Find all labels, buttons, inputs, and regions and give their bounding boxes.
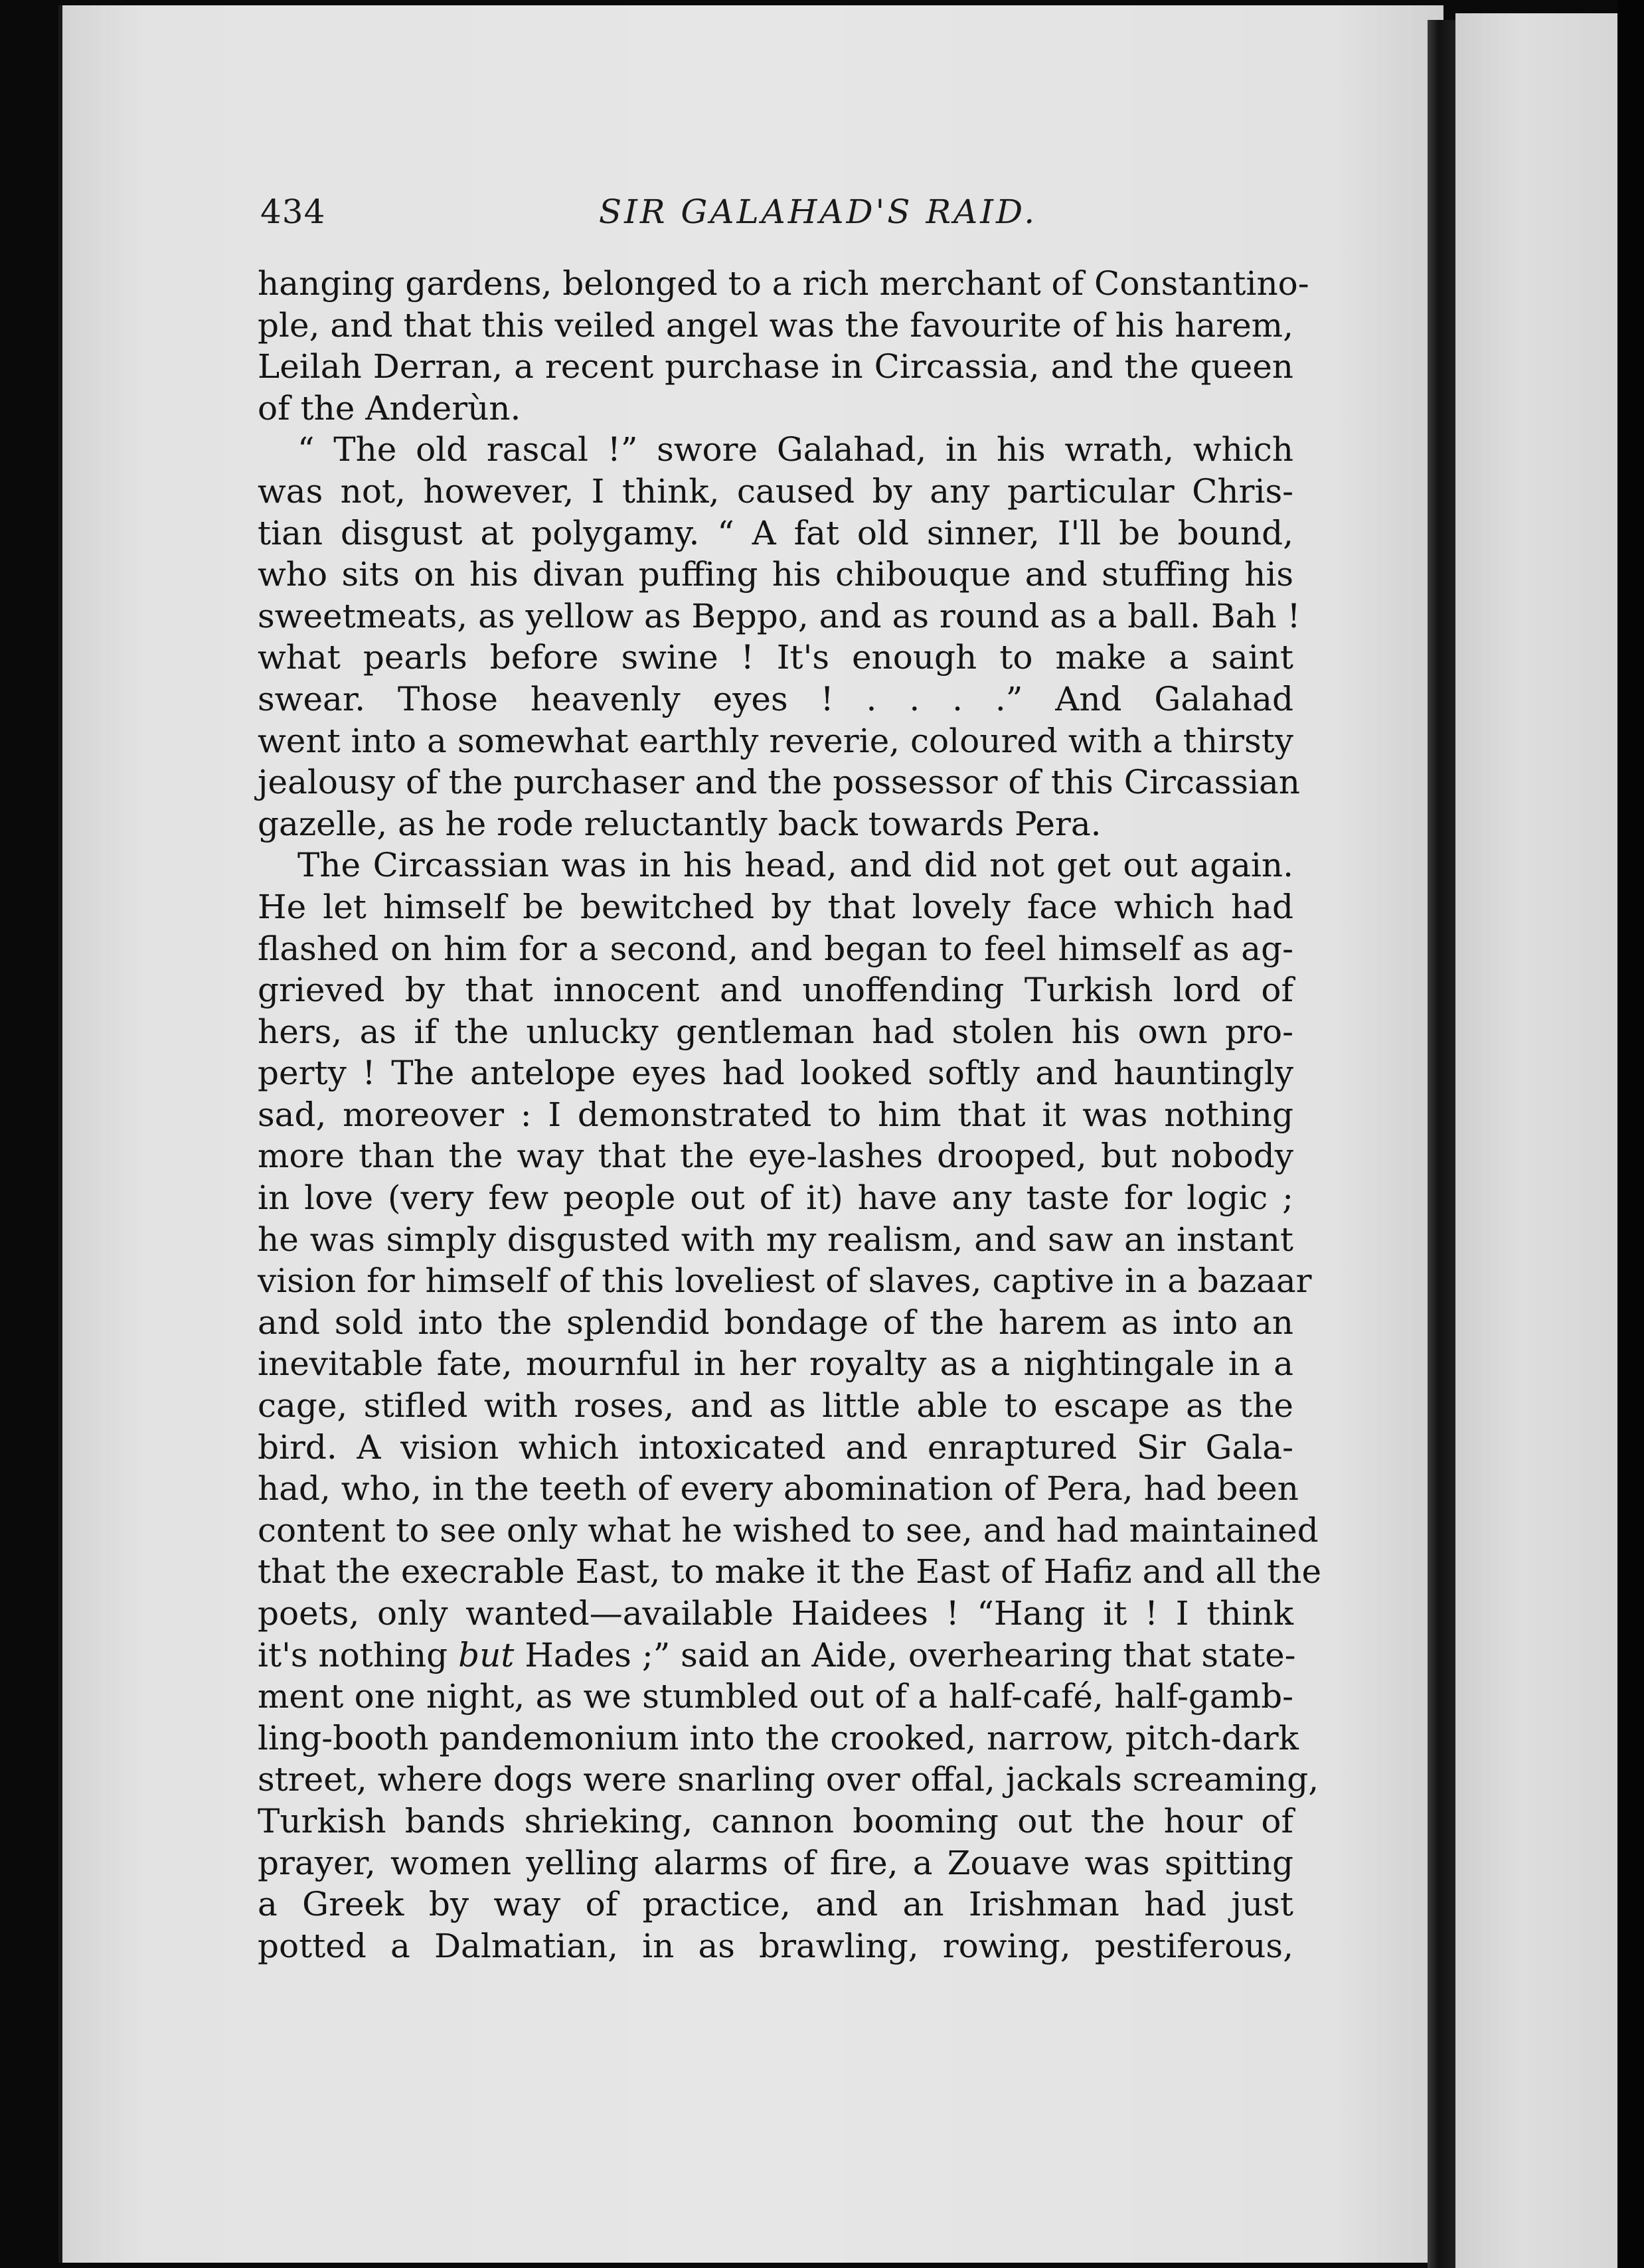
text-line: sad, moreover : I demonstrated to him that it was nothing xyxy=(258,1095,1293,1134)
page-header xyxy=(260,193,1296,246)
text-line: tian disgust at polygamy. “ A fat old sinner, I'll be bound, xyxy=(258,513,1293,552)
text-line: street, where dogs were snarling over offal, jackals screaming, xyxy=(258,1760,1319,1799)
text-line: potted a Dalmatian, in as brawling, rowing, pestiferous, xyxy=(258,1926,1293,1965)
text-line: had, who, in the teeth of every abomination of Pera, had been xyxy=(258,1469,1299,1508)
text-line: vision for himself of this loveliest of slaves, captive in a bazaar xyxy=(258,1261,1312,1301)
text-line: Turkish bands shrieking, cannon booming out the hour of xyxy=(258,1801,1293,1840)
text-line: ment one night, as we stumbled out of a half-café, half-gamb- xyxy=(258,1677,1293,1716)
italic-word: but xyxy=(458,1635,515,1674)
text-line: “ The old rascal !” swore Galahad, in his wrath, which xyxy=(297,430,1293,469)
text-line: hers, as if the unlucky gentleman had stolen his own pro- xyxy=(258,1012,1293,1051)
body-text xyxy=(258,263,1322,1967)
text-line: Leilah Derran, a recent purchase in Circassia, and the queen xyxy=(258,347,1293,386)
text-line: flashed on him for a second, and began to feel himself as ag- xyxy=(258,929,1293,968)
text-line: that the execrable East, to make it the East of Hafiz and all the xyxy=(258,1552,1322,1591)
text-line: content to see only what he wished to see, and had maintained xyxy=(258,1510,1319,1550)
text-line: ple, and that this veiled angel was the favourite of his harem, xyxy=(258,305,1293,345)
scan-border xyxy=(1617,0,1644,2268)
book-gutter xyxy=(1428,20,1455,2268)
text-line: a Greek by way of practice, and an Irishman had just xyxy=(258,1885,1293,1924)
text-line: cage, stifled with roses, and as little able to escape as the xyxy=(258,1386,1293,1425)
text-line: grieved by that innocent and unoffending Turkish lord of xyxy=(258,971,1293,1010)
text-line: ling-booth pandemonium into the crooked, narrow, pitch-dark xyxy=(258,1718,1299,1757)
page-number: 434 xyxy=(260,193,326,231)
text-line: what pearls before swine ! It's enough to make a saint xyxy=(258,638,1293,677)
text-line: he was simply disgusted with my realism, and saw an instant xyxy=(258,1220,1293,1259)
text-line: more than the way that the eye-lashes drooped, but nobody xyxy=(258,1137,1293,1176)
text-line: swear. Those heavenly eyes ! . . . .” And Galahad xyxy=(258,679,1293,718)
text-line: gazelle, as he rode reluctantly back towards Pera. xyxy=(258,804,1102,843)
text-line: hanging gardens, belonged to a rich merchant of Constantino- xyxy=(258,264,1309,303)
text-line: and sold into the splendid bondage of the harem as into an xyxy=(258,1303,1293,1342)
text-line: bird. A vision which intoxicated and enraptured Sir Gala- xyxy=(258,1427,1293,1467)
text-line: in love (very few people out of it) have any taste for logic ; xyxy=(258,1178,1293,1218)
text-line: jealousy of the purchaser and the possessor of this Circassian xyxy=(258,763,1300,802)
text-line: poets, only wanted—available Haidees ! “Hang it ! I think xyxy=(258,1594,1293,1633)
running-head: SIR GALAHAD'S RAID. xyxy=(598,193,1038,231)
text-line: who sits on his divan puffing his chibouque and stuffing his xyxy=(258,555,1293,594)
text-line: The Circassian was in his head, and did not get out again. xyxy=(297,846,1293,885)
text-line: was not, however, I think, caused by any particular Chris- xyxy=(258,471,1293,511)
text-line: it's nothing but Hades ;” said an Aide, overhearing that state- xyxy=(258,1635,1296,1674)
text-line: prayer, women yelling alarms of fire, a Zouave was spitting xyxy=(258,1843,1293,1882)
text-line: of the Anderùn. xyxy=(258,388,521,428)
text-line: inevitable fate, mournful in her royalty as a nightingale in a xyxy=(258,1344,1293,1384)
text-line: went into a somewhat earthly reverie, coloured with a thirsty xyxy=(258,721,1293,760)
text-line: perty ! The antelope eyes had looked softly and hauntingly xyxy=(258,1054,1293,1093)
text-line: sweetmeats, as yellow as Beppo, and as round as a ball. Bah ! xyxy=(258,596,1301,635)
text-line: He let himself be bewitched by that lovely face which had xyxy=(258,887,1293,926)
facing-page-edge xyxy=(1455,13,1617,2268)
